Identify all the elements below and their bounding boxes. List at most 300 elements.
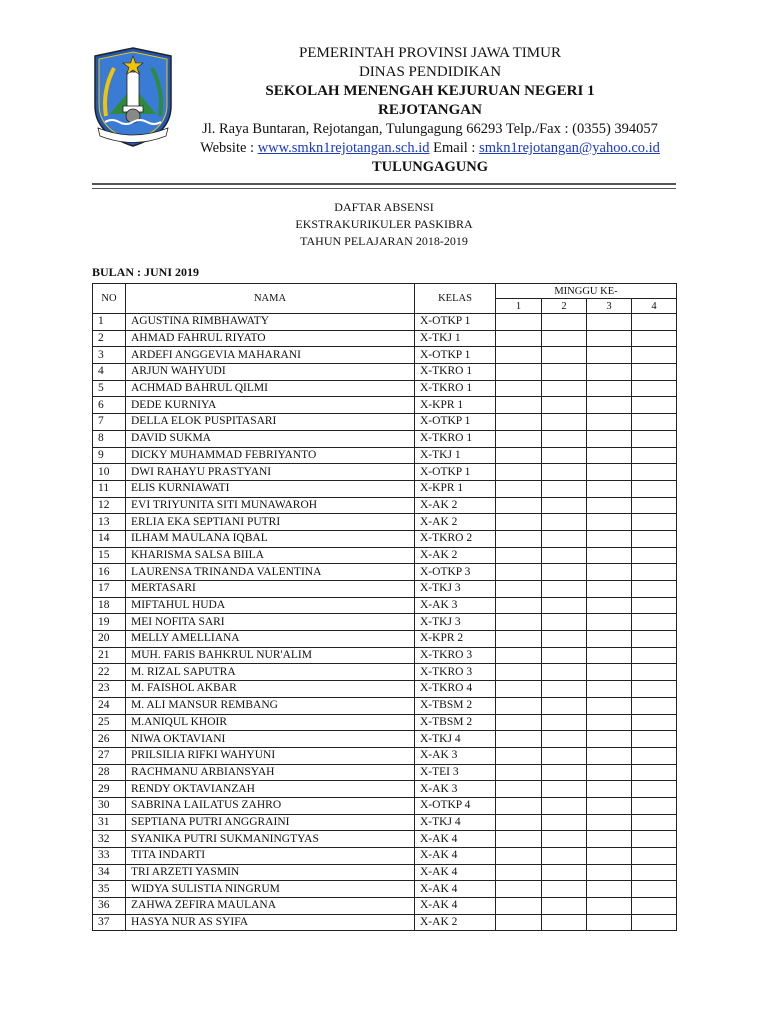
title-line-2: EKSTRAKURIKULER PASKIBRA	[295, 217, 473, 231]
table-row	[93, 364, 677, 381]
attendance-cell-week-2[interactable]	[542, 464, 587, 481]
row-number: 31	[93, 814, 126, 831]
student-name: DICKY MUHAMMAD FEBRIYANTO	[126, 447, 415, 464]
attendance-cell-week-1[interactable]	[496, 614, 542, 631]
row-number: 1	[93, 314, 126, 331]
attendance-cell-week-4[interactable]	[632, 380, 677, 397]
attendance-rows	[93, 314, 677, 931]
attendance-cell-week-2[interactable]	[542, 380, 587, 397]
attendance-cell-week-2[interactable]	[542, 414, 587, 431]
attendance-cell-week-2[interactable]	[542, 347, 587, 364]
attendance-cell-week-3[interactable]	[587, 514, 632, 531]
government-line: PEMERINTAH PROVINSI JAWA TIMUR	[299, 45, 561, 61]
student-class: X-AK 2	[415, 547, 496, 564]
row-number: 14	[93, 530, 126, 547]
attendance-cell-week-4[interactable]	[632, 647, 677, 664]
attendance-cell-week-2[interactable]	[542, 831, 587, 848]
attendance-cell-week-2[interactable]	[542, 430, 587, 447]
attendance-cell-week-3[interactable]	[587, 380, 632, 397]
attendance-cell-week-3[interactable]	[587, 447, 632, 464]
student-name: MEI NOFITA SARI	[126, 614, 415, 631]
row-number: 34	[93, 864, 126, 881]
student-class: X-TKJ 1	[415, 330, 496, 347]
row-number: 25	[93, 714, 126, 731]
attendance-cell-week-2[interactable]	[542, 764, 587, 781]
attendance-cell-week-2[interactable]	[542, 864, 587, 881]
student-class: X-AK 3	[415, 747, 496, 764]
attendance-cell-week-2[interactable]	[542, 814, 587, 831]
attendance-cell-week-1[interactable]	[496, 581, 542, 598]
attendance-cell-week-2[interactable]	[542, 681, 587, 698]
attendance-cell-week-1[interactable]	[496, 714, 542, 731]
attendance-cell-week-1[interactable]	[496, 547, 542, 564]
attendance-cell-week-4[interactable]	[632, 764, 677, 781]
attendance-cell-week-1[interactable]	[496, 697, 542, 714]
student-class: X-TBSM 2	[415, 697, 496, 714]
table-row	[93, 581, 677, 598]
student-class: X-AK 4	[415, 881, 496, 898]
attendance-cell-week-4[interactable]	[632, 414, 677, 431]
header-minggu: MINGGU KE-	[496, 284, 677, 299]
student-name: MERTASARI	[126, 581, 415, 598]
attendance-cell-week-3[interactable]	[587, 330, 632, 347]
table-row	[93, 681, 677, 698]
student-name: M.ANIQUL KHOIR	[126, 714, 415, 731]
attendance-cell-week-3[interactable]	[587, 497, 632, 514]
attendance-cell-week-4[interactable]	[632, 814, 677, 831]
attendance-cell-week-3[interactable]	[587, 647, 632, 664]
attendance-cell-week-4[interactable]	[632, 881, 677, 898]
student-class: X-TEI 3	[415, 764, 496, 781]
attendance-cell-week-2[interactable]	[542, 714, 587, 731]
attendance-cell-week-3[interactable]	[587, 764, 632, 781]
attendance-cell-week-4[interactable]	[632, 631, 677, 648]
attendance-cell-week-4[interactable]	[632, 447, 677, 464]
attendance-cell-week-4[interactable]	[632, 614, 677, 631]
student-name: DEDE KURNIYA	[126, 397, 415, 414]
attendance-cell-week-4[interactable]	[632, 564, 677, 581]
row-number: 26	[93, 731, 126, 748]
attendance-cell-week-1[interactable]	[496, 797, 542, 814]
row-number: 10	[93, 464, 126, 481]
school-location: REJOTANGAN	[378, 102, 482, 118]
table-row	[93, 714, 677, 731]
student-name: AHMAD FAHRUL RIYATO	[126, 330, 415, 347]
attendance-cell-week-4[interactable]	[632, 581, 677, 598]
table-row	[93, 530, 677, 547]
row-number: 27	[93, 747, 126, 764]
table-row	[93, 864, 677, 881]
attendance-cell-week-2[interactable]	[542, 697, 587, 714]
header-divider-thick	[92, 183, 676, 185]
attendance-cell-week-1[interactable]	[496, 831, 542, 848]
attendance-cell-week-4[interactable]	[632, 514, 677, 531]
attendance-cell-week-2[interactable]	[542, 447, 587, 464]
attendance-cell-week-3[interactable]	[587, 364, 632, 381]
student-class: X-TKJ 4	[415, 814, 496, 831]
row-number: 20	[93, 631, 126, 648]
attendance-cell-week-1[interactable]	[496, 881, 542, 898]
attendance-cell-week-3[interactable]	[587, 564, 632, 581]
student-name: M. FAISHOL AKBAR	[126, 681, 415, 698]
student-name: ILHAM MAULANA IQBAL	[126, 530, 415, 547]
attendance-cell-week-1[interactable]	[496, 397, 542, 414]
attendance-cell-week-2[interactable]	[542, 397, 587, 414]
table-row	[93, 414, 677, 431]
row-number: 36	[93, 898, 126, 915]
attendance-cell-week-4[interactable]	[632, 681, 677, 698]
attendance-cell-week-4[interactable]	[632, 864, 677, 881]
row-number: 4	[93, 364, 126, 381]
student-name: ARJUN WAHYUDI	[126, 364, 415, 381]
row-number: 6	[93, 397, 126, 414]
attendance-cell-week-2[interactable]	[542, 330, 587, 347]
row-number: 22	[93, 664, 126, 681]
attendance-cell-week-1[interactable]	[496, 314, 542, 331]
table-row	[93, 631, 677, 648]
student-name: KHARISMA SALSA BIILA	[126, 547, 415, 564]
attendance-cell-week-3[interactable]	[587, 480, 632, 497]
student-name: SABRINA LAILATUS ZAHRO	[126, 797, 415, 814]
attendance-cell-week-1[interactable]	[496, 814, 542, 831]
attendance-cell-week-3[interactable]	[587, 714, 632, 731]
table-row	[93, 664, 677, 681]
header-kelas: KELAS	[415, 284, 496, 314]
attendance-cell-week-2[interactable]	[542, 747, 587, 764]
student-name: ARDEFI ANGGEVIA MAHARANI	[126, 347, 415, 364]
student-class: X-KPR 1	[415, 397, 496, 414]
attendance-cell-week-1[interactable]	[496, 664, 542, 681]
attendance-cell-week-1[interactable]	[496, 414, 542, 431]
row-number: 7	[93, 414, 126, 431]
attendance-cell-week-2[interactable]	[542, 530, 587, 547]
row-number: 15	[93, 547, 126, 564]
attendance-table	[92, 283, 677, 931]
student-name: MIFTAHUL HUDA	[126, 597, 415, 614]
row-number: 16	[93, 564, 126, 581]
attendance-cell-week-1[interactable]	[496, 731, 542, 748]
attendance-cell-week-4[interactable]	[632, 530, 677, 547]
attendance-cell-week-1[interactable]	[496, 597, 542, 614]
table-row	[93, 347, 677, 364]
attendance-cell-week-1[interactable]	[496, 380, 542, 397]
attendance-cell-week-3[interactable]	[587, 397, 632, 414]
attendance-cell-week-1[interactable]	[496, 330, 542, 347]
attendance-cell-week-2[interactable]	[542, 881, 587, 898]
table-row	[93, 914, 677, 931]
attendance-cell-week-3[interactable]	[587, 914, 632, 931]
student-class: X-TKJ 3	[415, 614, 496, 631]
attendance-cell-week-2[interactable]	[542, 647, 587, 664]
row-number: 9	[93, 447, 126, 464]
attendance-cell-week-1[interactable]	[496, 464, 542, 481]
student-name: ERLIA EKA SEPTIANI PUTRI	[126, 514, 415, 531]
student-name: HASYA NUR AS SYIFA	[126, 914, 415, 931]
student-name: SYANIKA PUTRI SUKMANINGTYAS	[126, 831, 415, 848]
table-row	[93, 747, 677, 764]
table-row	[93, 464, 677, 481]
row-number: 12	[93, 497, 126, 514]
attendance-cell-week-3[interactable]	[587, 781, 632, 798]
attendance-cell-week-3[interactable]	[587, 747, 632, 764]
attendance-cell-week-4[interactable]	[632, 347, 677, 364]
attendance-cell-week-3[interactable]	[587, 731, 632, 748]
attendance-cell-week-1[interactable]	[496, 914, 542, 931]
student-class: X-TBSM 2	[415, 714, 496, 731]
attendance-cell-week-1[interactable]	[496, 564, 542, 581]
attendance-cell-week-3[interactable]	[587, 864, 632, 881]
attendance-cell-week-1[interactable]	[496, 747, 542, 764]
attendance-cell-week-3[interactable]	[587, 314, 632, 331]
row-number: 2	[93, 330, 126, 347]
student-class: X-KPR 1	[415, 480, 496, 497]
student-name: SEPTIANA PUTRI ANGGRAINI	[126, 814, 415, 831]
email-label: Email :	[433, 140, 476, 156]
row-number: 28	[93, 764, 126, 781]
attendance-cell-week-2[interactable]	[542, 364, 587, 381]
student-class: X-AK 2	[415, 514, 496, 531]
student-class: X-TKRO 1	[415, 430, 496, 447]
row-number: 37	[93, 914, 126, 931]
attendance-cell-week-4[interactable]	[632, 898, 677, 915]
school-address: Jl. Raya Buntaran, Rejotangan, Tulungagung 66293 Telp./Fax : (0355) 394057	[202, 121, 658, 137]
student-class: X-AK 4	[415, 848, 496, 865]
student-name: ZAHWA ZEFIRA MAULANA	[126, 898, 415, 915]
student-class: X-KPR 2	[415, 631, 496, 648]
attendance-cell-week-4[interactable]	[632, 731, 677, 748]
attendance-cell-week-1[interactable]	[496, 530, 542, 547]
attendance-cell-week-3[interactable]	[587, 631, 632, 648]
attendance-cell-week-4[interactable]	[632, 697, 677, 714]
attendance-cell-week-1[interactable]	[496, 430, 542, 447]
row-number: 29	[93, 781, 126, 798]
website-link[interactable]: www.smkn1rejotangan.sch.id	[257, 140, 430, 156]
attendance-cell-week-4[interactable]	[632, 747, 677, 764]
student-class: X-AK 2	[415, 497, 496, 514]
table-row	[93, 781, 677, 798]
student-name: TRI ARZETI YASMIN	[126, 864, 415, 881]
table-row	[93, 497, 677, 514]
attendance-cell-week-4[interactable]	[632, 547, 677, 564]
attendance-cell-week-2[interactable]	[542, 731, 587, 748]
email-link[interactable]: smkn1rejotangan@yahoo.co.id	[479, 140, 660, 156]
header-week-3: 3	[587, 299, 632, 314]
student-class: X-OTKP 1	[415, 464, 496, 481]
table-row	[93, 848, 677, 865]
attendance-cell-week-2[interactable]	[542, 664, 587, 681]
student-class: X-OTKP 4	[415, 797, 496, 814]
title-line-3: TAHUN PELAJARAN 2018-2019	[300, 234, 468, 248]
student-class: X-AK 4	[415, 831, 496, 848]
table-row	[93, 647, 677, 664]
table-row	[93, 430, 677, 447]
header-divider-thin	[92, 188, 676, 189]
attendance-cell-week-3[interactable]	[587, 414, 632, 431]
attendance-cell-week-4[interactable]	[632, 330, 677, 347]
attendance-cell-week-2[interactable]	[542, 898, 587, 915]
student-name: NIWA OKTAVIANI	[126, 731, 415, 748]
table-row	[93, 764, 677, 781]
attendance-cell-week-3[interactable]	[587, 597, 632, 614]
student-class: X-AK 3	[415, 597, 496, 614]
student-name: ELIS KURNIAWATI	[126, 480, 415, 497]
attendance-cell-week-1[interactable]	[496, 898, 542, 915]
table-row	[93, 614, 677, 631]
attendance-cell-week-4[interactable]	[632, 597, 677, 614]
attendance-cell-week-1[interactable]	[496, 848, 542, 865]
attendance-cell-week-4[interactable]	[632, 714, 677, 731]
row-number: 21	[93, 647, 126, 664]
attendance-cell-week-2[interactable]	[542, 797, 587, 814]
student-name: DELLA ELOK PUSPITASARI	[126, 414, 415, 431]
attendance-cell-week-3[interactable]	[587, 347, 632, 364]
attendance-cell-week-3[interactable]	[587, 848, 632, 865]
attendance-cell-week-1[interactable]	[496, 647, 542, 664]
student-class: X-TKRO 3	[415, 664, 496, 681]
attendance-cell-week-1[interactable]	[496, 347, 542, 364]
student-name: DAVID SUKMA	[126, 430, 415, 447]
attendance-cell-week-1[interactable]	[496, 480, 542, 497]
table-row	[93, 881, 677, 898]
header-week-1: 1	[496, 299, 542, 314]
attendance-cell-week-2[interactable]	[542, 514, 587, 531]
student-class: X-TKRO 2	[415, 530, 496, 547]
attendance-cell-week-4[interactable]	[632, 397, 677, 414]
student-name: M. RIZAL SAPUTRA	[126, 664, 415, 681]
table-row	[93, 797, 677, 814]
student-name: MELLY AMELLIANA	[126, 631, 415, 648]
row-number: 11	[93, 480, 126, 497]
attendance-cell-week-2[interactable]	[542, 480, 587, 497]
table-row	[93, 814, 677, 831]
student-class: X-TKRO 3	[415, 647, 496, 664]
row-number: 32	[93, 831, 126, 848]
table-row	[93, 330, 677, 347]
attendance-cell-week-3[interactable]	[587, 464, 632, 481]
attendance-cell-week-2[interactable]	[542, 497, 587, 514]
student-class: X-OTKP 1	[415, 347, 496, 364]
attendance-cell-week-3[interactable]	[587, 681, 632, 698]
attendance-cell-week-2[interactable]	[542, 564, 587, 581]
row-number: 17	[93, 581, 126, 598]
header-nama: NAMA	[126, 284, 415, 314]
attendance-cell-week-3[interactable]	[587, 831, 632, 848]
attendance-cell-week-4[interactable]	[632, 364, 677, 381]
row-number: 24	[93, 697, 126, 714]
school-name: SEKOLAH MENENGAH KEJURUAN NEGERI 1	[265, 83, 595, 99]
attendance-cell-week-2[interactable]	[542, 614, 587, 631]
table-row	[93, 480, 677, 497]
student-class: X-AK 4	[415, 898, 496, 915]
attendance-cell-week-1[interactable]	[496, 681, 542, 698]
attendance-cell-week-1[interactable]	[496, 497, 542, 514]
attendance-cell-week-3[interactable]	[587, 898, 632, 915]
attendance-cell-week-3[interactable]	[587, 797, 632, 814]
attendance-cell-week-2[interactable]	[542, 314, 587, 331]
table-row	[93, 597, 677, 614]
table-row	[93, 380, 677, 397]
student-class: X-AK 3	[415, 781, 496, 798]
attendance-cell-week-2[interactable]	[542, 914, 587, 931]
attendance-cell-week-3[interactable]	[587, 581, 632, 598]
row-number: 19	[93, 614, 126, 631]
attendance-cell-week-3[interactable]	[587, 430, 632, 447]
attendance-cell-week-4[interactable]	[632, 848, 677, 865]
student-class: X-OTKP 1	[415, 414, 496, 431]
attendance-cell-week-3[interactable]	[587, 664, 632, 681]
attendance-cell-week-3[interactable]	[587, 814, 632, 831]
attendance-cell-week-2[interactable]	[542, 848, 587, 865]
attendance-cell-week-1[interactable]	[496, 864, 542, 881]
student-class: X-TKRO 4	[415, 681, 496, 698]
row-number: 3	[93, 347, 126, 364]
table-row	[93, 547, 677, 564]
attendance-cell-week-3[interactable]	[587, 697, 632, 714]
letterhead	[180, 44, 680, 177]
attendance-cell-week-1[interactable]	[496, 781, 542, 798]
student-name: ACHMAD BAHRUL QILMI	[126, 380, 415, 397]
website-label: Website :	[200, 140, 255, 156]
table-row	[93, 731, 677, 748]
student-name: DWI RAHAYU PRASTYANI	[126, 464, 415, 481]
student-name: EVI TRIYUNITA SITI MUNAWAROH	[126, 497, 415, 514]
attendance-cell-week-1[interactable]	[496, 364, 542, 381]
attendance-cell-week-4[interactable]	[632, 430, 677, 447]
attendance-cell-week-2[interactable]	[542, 631, 587, 648]
student-class: X-TKRO 1	[415, 364, 496, 381]
attendance-cell-week-4[interactable]	[632, 781, 677, 798]
row-number: 33	[93, 848, 126, 865]
attendance-cell-week-4[interactable]	[632, 480, 677, 497]
city-line: TULUNGAGUNG	[371, 159, 488, 175]
student-name: RENDY OKTAVIANZAH	[126, 781, 415, 798]
attendance-cell-week-2[interactable]	[542, 781, 587, 798]
attendance-cell-week-4[interactable]	[632, 797, 677, 814]
attendance-cell-week-1[interactable]	[496, 514, 542, 531]
attendance-cell-week-1[interactable]	[496, 631, 542, 648]
table-row	[93, 447, 677, 464]
table-row	[93, 564, 677, 581]
student-class: X-OTKP 1	[415, 314, 496, 331]
attendance-cell-week-4[interactable]	[632, 497, 677, 514]
attendance-cell-week-2[interactable]	[542, 547, 587, 564]
attendance-cell-week-1[interactable]	[496, 764, 542, 781]
attendance-cell-week-4[interactable]	[632, 314, 677, 331]
table-row	[93, 898, 677, 915]
attendance-cell-week-4[interactable]	[632, 914, 677, 931]
attendance-cell-week-3[interactable]	[587, 881, 632, 898]
attendance-cell-week-4[interactable]	[632, 831, 677, 848]
title-line-1: DAFTAR ABSENSI	[334, 200, 434, 214]
attendance-cell-week-3[interactable]	[587, 530, 632, 547]
row-number: 35	[93, 881, 126, 898]
student-class: X-TKJ 4	[415, 731, 496, 748]
attendance-cell-week-2[interactable]	[542, 597, 587, 614]
attendance-cell-week-4[interactable]	[632, 664, 677, 681]
student-name: TITA INDARTI	[126, 848, 415, 865]
attendance-cell-week-3[interactable]	[587, 547, 632, 564]
attendance-cell-week-1[interactable]	[496, 447, 542, 464]
row-number: 30	[93, 797, 126, 814]
attendance-cell-week-3[interactable]	[587, 614, 632, 631]
student-name: LAURENSA TRINANDA VALENTINA	[126, 564, 415, 581]
attendance-cell-week-2[interactable]	[542, 581, 587, 598]
document-title	[92, 199, 676, 250]
table-row	[93, 314, 677, 331]
student-name: M. ALI MANSUR REMBANG	[126, 697, 415, 714]
attendance-cell-week-4[interactable]	[632, 464, 677, 481]
header-week-2: 2	[542, 299, 587, 314]
